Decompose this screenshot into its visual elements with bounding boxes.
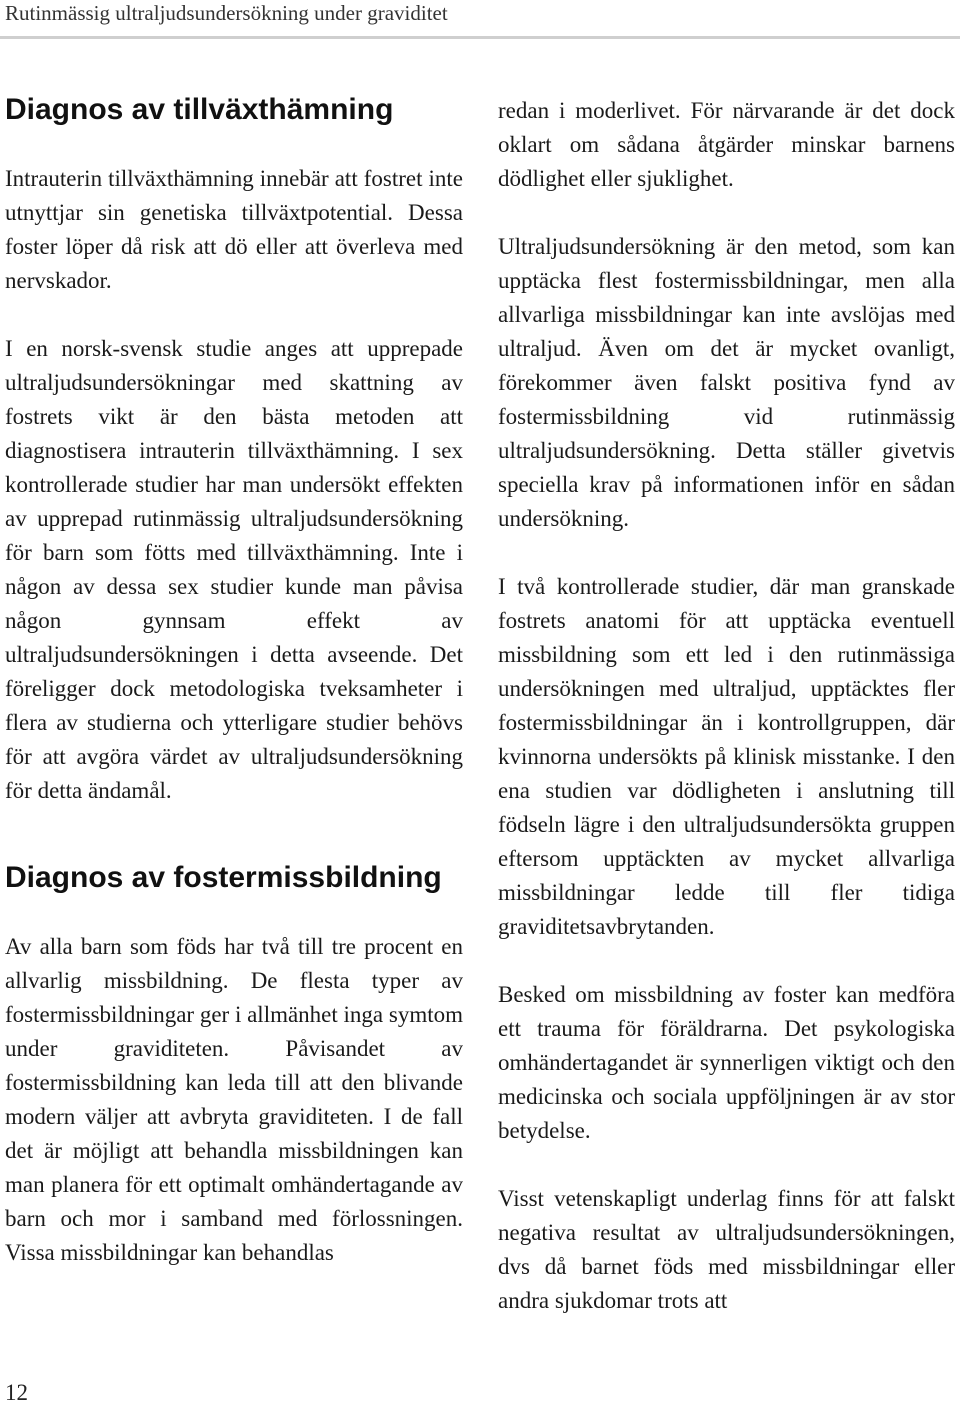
paragraph: redan i moderlivet. För närvarande är det dock oklart om sådana åtgärder minskar barnens dödlighet eller sjuklighet. (498, 98, 955, 191)
section-gap (5, 842, 463, 860)
page-number: 12 (5, 1380, 28, 1405)
paragraph: Ultraljudsundersökning är den metod, som kan upptäcka flest fostermissbildningar, men alla allvarliga missbildningar kan inte avslöjas med ultraljud. Även om det är mycket ovanligt, förekommer även falskt positiva fynd av fostermissbildning vid rutinmässig ultraljudsundersökning. Detta ställer givetvis speciella krav på informationen inför en sådan undersökning. (498, 234, 955, 531)
section-heading-fostermissbildning: Diagnos av fostermissbildning (5, 861, 442, 894)
paragraph: Intrauterin tillväxthämning innebär att fostret inte utnyttjar sin genetiska tillväxtpotential. Dessa foster löper då risk att dö eller att överleva med nervskador. (5, 166, 463, 293)
header-rule (0, 36, 960, 39)
paragraph: Visst vetenskapligt underlag finns för att falskt negativa resultat av ultraljudsundersökningen, dvs då barnet föds med missbildningar eller andra sjukdomar trots att (498, 1186, 955, 1313)
paragraph: I en norsk-svensk studie anges att upprepade ultraljudsundersökningar med skattning av fostrets vikt är den bästa metoden att diagnostisera intrauterin tillväxthämning. I sex kontrollerade studier har man undersökt effekten av upprepad rutinmässig ultraljudsundersökning för barn som fötts med tillväxthämning. Inte i någon av dessa sex studier kunde man påvisa någon gynnsam effekt av ultraljudsundersökningen i detta avseende. Det föreligger dock metodologiska tveksamheter i flera av studierna och ytterligare studier behövs för att avgöra värdet av ultraljudsundersökning för detta ändamål. (5, 336, 463, 803)
section-heading-tillvaxthamning: Diagnos av tillväxthämning (5, 93, 394, 126)
running-header: Rutinmässig ultraljudsundersökning under graviditet (5, 1, 448, 25)
right-column (498, 94, 955, 1352)
paragraph: Besked om missbildning av foster kan medföra ett trauma för föräldrarna. Det psykologiska omhändertagandet är synnerligen viktigt och den medicinska och sociala uppföljningen är av stor betydelse. (498, 982, 955, 1143)
left-column (5, 92, 463, 1304)
paragraph: I två kontrollerade studier, där man granskade fostrets anatomi för att upptäcka eventuell missbildning som ett led i den rutinmässiga undersökningen med ultraljud, upptäcktes fler fostermissbildningar än i kontrollgruppen, där kvinnorna undersökts på klinisk misstanke. I den ena studien var dödligheten i anslutning till födseln lägre i den ultraljudsundersökta gruppen eftersom upptäckten av mycket allvarliga missbildningar ledde till fler tidiga graviditetsavbrytanden. (498, 574, 955, 939)
paragraph: Av alla barn som föds har två till tre procent en allvarlig missbildning. De flesta typer av fostermissbildningar ger i allmänhet inga symtom under graviditeten. Påvisandet av fostermissbildning kan leda till att den blivande modern väljer att avbryta graviditeten. I de fall det är möjligt att behandla missbildningen kan man planera för ett optimalt omhändertagande av barn och mor i samband med förlossningen. Vissa missbildningar kan behandlas (5, 934, 464, 1265)
